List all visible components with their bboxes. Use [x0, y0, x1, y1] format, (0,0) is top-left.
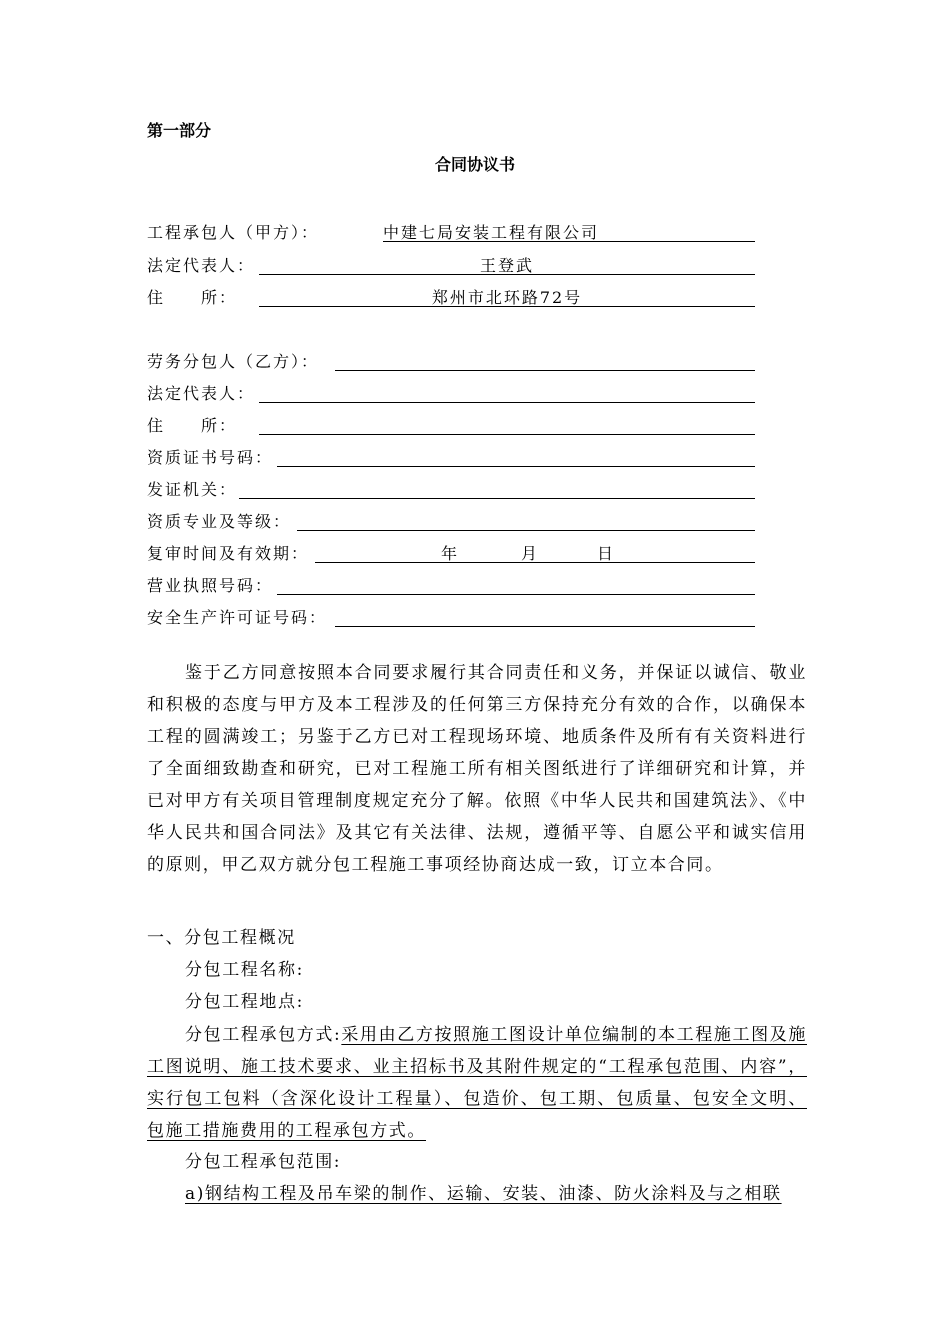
scope-item-a: a)钢结构工程及吊车梁的制作、运输、安装、油漆、防火涂料及与之相联	[185, 1184, 782, 1204]
issuer-field	[147, 477, 757, 501]
safety-line	[335, 626, 755, 627]
contractor-field	[147, 220, 757, 244]
party-a-address-value: 郑州市北环路72号	[431, 288, 583, 307]
party-b-address-line	[259, 434, 755, 435]
scope-label: 分包工程承包范围:	[185, 1152, 342, 1172]
license-field	[147, 573, 757, 597]
document-title: 合同协议书	[434, 155, 515, 174]
license-line	[277, 594, 755, 595]
contract-method	[147, 1019, 807, 1147]
party-a-rep-label: 法定代表人：	[147, 256, 256, 275]
review-label: 复审时间及有效期：	[147, 544, 310, 563]
overview-heading: 一、分包工程概况	[147, 928, 296, 948]
subcontractor-line	[335, 370, 755, 371]
review-day: 日	[597, 544, 616, 563]
contractor-label: 工程承包人（甲方）：	[147, 223, 320, 242]
project-location-label: 分包工程地点:	[185, 992, 304, 1012]
section-label: 第一部分	[147, 121, 212, 140]
subcontractor-label: 劳务分包人（乙方）：	[147, 352, 320, 371]
party-a-rep-field	[147, 253, 757, 277]
project-name-label: 分包工程名称:	[185, 960, 304, 980]
party-b-address-field	[147, 413, 757, 437]
safety-field	[147, 605, 757, 629]
review-year: 年	[441, 544, 460, 563]
subcontractor-field	[147, 349, 757, 373]
specialty-label: 资质专业及等级：	[147, 512, 292, 531]
party-b-rep-label: 法定代表人：	[147, 384, 256, 403]
party-b-rep-line	[259, 402, 755, 403]
cert-no-label: 资质证书号码：	[147, 448, 274, 467]
party-a-address-field	[147, 285, 757, 309]
intro-paragraph: 鉴于乙方同意按照本合同要求履行其合同责任和义务，并保证以诚信、敬业和积极的态度与甲方及本工程涉及的任何第三方保持充分有效的合作，以确保本工程的圆满竣工；另鉴于乙方已对工程现场环境、地质条件及所有有关资料进行了全面细致勘查和研究，已对工程施工所有相关图纸进行了详细研究和计算，并已对甲方有关项目管理制度规定充分了解。依照《中华人民共和国建筑法》、《中华人民共和国合同法》及其它有关法律、法规，遵循平等、自愿公平和诚实信用的原则，甲乙双方就分包工程施工事项经协商达成一致，订立本合同。	[147, 663, 807, 875]
review-field	[147, 541, 757, 565]
license-label: 营业执照号码：	[147, 576, 274, 595]
issuer-label: 发证机关：	[147, 480, 238, 499]
party-a-rep-value: 王登武	[479, 256, 534, 275]
review-month: 月	[521, 544, 540, 563]
party-a-address-label: 住 所：	[147, 288, 238, 307]
contractor-value: 中建七局安装工程有限公司	[383, 223, 600, 242]
contract-method-text: 采用由乙方按照施工图设计单位编制的本工程施工图及施工图说明、施工技术要求、业主招标书及其附件规定的“工程承包范围、内容”，实行包工包料（含深化设计工程量）、包造价、包工期、包质量、包安全文明、包施工措施费用的工程承包方式。	[147, 1025, 807, 1141]
party-b-rep-field	[147, 381, 757, 405]
contract-method-label: 分包工程承包方式:	[185, 1025, 342, 1045]
cert-no-field	[147, 445, 757, 469]
safety-label: 安全生产许可证号码：	[147, 608, 328, 627]
issuer-line	[239, 498, 755, 499]
specialty-field	[147, 509, 757, 533]
specialty-line	[297, 530, 755, 531]
party-b-address-label: 住 所：	[147, 416, 238, 435]
cert-no-line	[277, 466, 755, 467]
